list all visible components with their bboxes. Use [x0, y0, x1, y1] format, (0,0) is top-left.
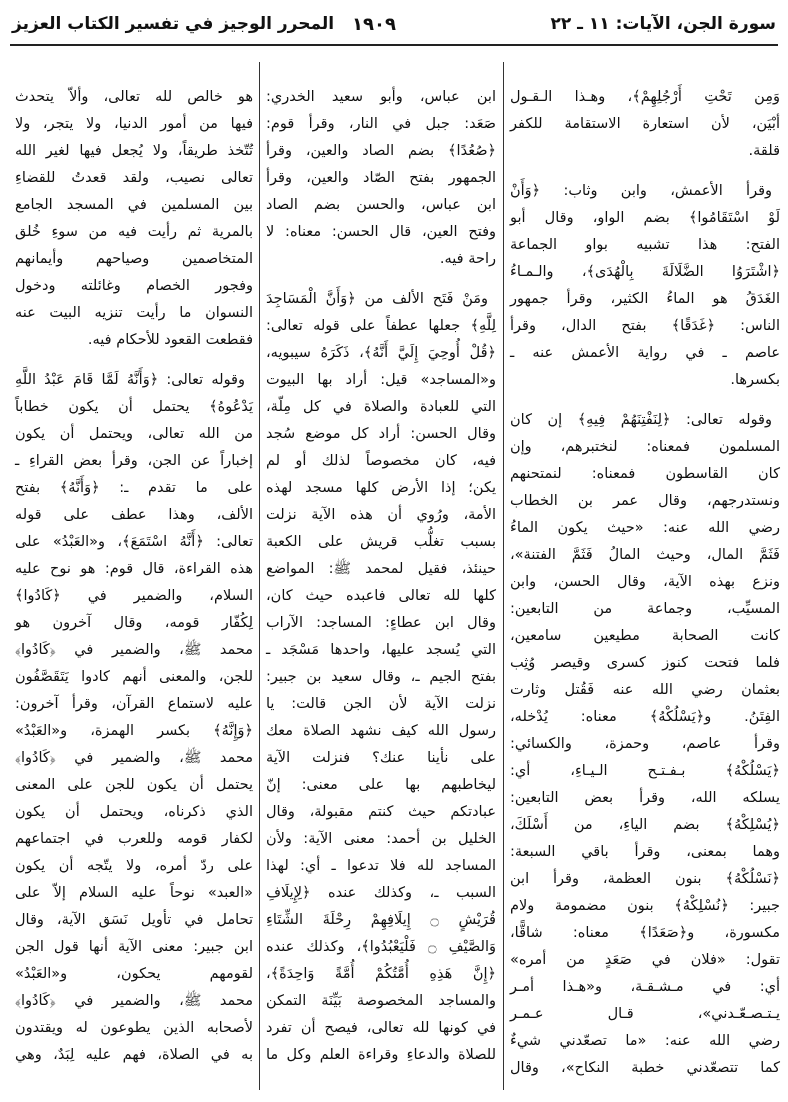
text-line: وقال ابن عطاءٍ: المساجد: الآراب	[266, 615, 496, 631]
text-line: على ردّ أمره، ولا يتّجه أن يكون	[15, 858, 253, 874]
text-line: كلها لله تعالى فاعبده حيث كان،	[266, 588, 496, 604]
text-line: الغَدَقُ هو الماءُ الكثير، وقرأ جمهور	[510, 291, 780, 307]
text-line: ﴿قُلْ أُوحِيَ إِلَيَّ أَنَّهُ﴾، ذَكَرَهُ سيبويه،	[266, 345, 496, 361]
text-line: هو خالص لله تعالى، وألاّ يتحدث	[15, 89, 253, 105]
text-column-middle	[266, 84, 496, 1082]
text-line: بكسرها.	[730, 372, 780, 388]
text-line: تعالى نصيب، ولقد قعدتُ للقضاءِ	[15, 170, 253, 186]
text-line: به في الصلاة، فهم عليه لِبَدٌ، وهي	[15, 1047, 253, 1063]
text-line: فقطعت القعود للأحكام فيه.	[87, 332, 253, 348]
text-line: بالمرية ثم رأيت فيه من سوءِ خُلق	[15, 224, 253, 240]
text-line: بين المسلمين في المسجد الجامع	[15, 197, 253, 213]
text-line: قُرَيْشٍ ۝ إِيلَافِهِمْ رِحْلَةَ الشِّتَاءِ	[266, 912, 496, 928]
text-line: نزلت الآية لأن الجن قالت: يا	[266, 696, 496, 712]
text-line: كما تتصعّدني خطبة النكاح»، وقال	[510, 1060, 780, 1076]
text-line: وقرأ عاصم، وحمزة، والكسائي:	[510, 736, 780, 752]
text-line: محمد ﷺ، والضمير في ﴿كَادُوا﴾	[15, 993, 253, 1009]
text-line: الذي ذكرناه، ويحتمل أن يكون	[15, 804, 253, 820]
text-line: عاصم ـ في رواية الأعمش عنه ـ	[510, 345, 780, 361]
text-line: يـتـصـعّـدني»، قـال عـمـر	[510, 1006, 780, 1022]
text-line: على ما تقدم ـ: ﴿وَأَنَّهُ﴾ بفتح	[15, 480, 253, 496]
text-line: جبير: ﴿نُسْلِكْهُ﴾ بنون مضمومة ولام	[510, 898, 780, 914]
text-line: وهما بمعنى، وقرأ باقي السبعة:	[510, 844, 780, 860]
text-line: تُتّخذ طريقاً، ولا يُجعل فيها لغير الله	[15, 143, 253, 159]
text-line: الأمة، ورُوي أن هذه الآية نزلت	[266, 507, 496, 523]
text-line: والمساجد المخصوصة بَيِّنَة التمكن	[266, 993, 496, 1009]
paragraph	[510, 84, 780, 165]
text-line: التي للعبادة والصلاة في كل مِلّة،	[266, 399, 496, 415]
text-line: عليه لاستماع القرآن، وقرأ آخرون:	[15, 696, 253, 712]
paragraph	[510, 407, 780, 1082]
text-line: ﴿وَإِنَّهُ﴾ بكسر الهمزة، و«العَبْدُ»	[15, 723, 253, 739]
text-line: وفجور الخصام وغائلته ودخول	[15, 278, 253, 294]
text-line: ﴿نَسْلُكْهُ﴾ بنون العظمة، وقرأ ابن	[510, 871, 780, 887]
text-line: السلام، والضمير في ﴿كَادُوا﴾	[15, 588, 253, 604]
text-line: فيها من أمور الدنيا، ولا يتجر، ولا	[15, 116, 253, 132]
text-line: فيه، كان مخصوصاً لذلك أو لم	[266, 453, 496, 469]
text-line: ابن جبير: معنى الآية أنها قول الجن	[15, 939, 253, 955]
text-line: فَثَمَّ المال، وحيث المالُ فَثَمَّ الفتنة»،	[510, 547, 780, 563]
text-line: بسبب تغلُّب قريش على الكعبة	[266, 534, 496, 550]
text-line: وقوله تعالى: ﴿وَأَنَّهُ لَمَّا قَامَ عَبْدُ اللَّهِ	[15, 372, 245, 388]
text-line: وَمِن تَحْتِ أَرْجُلِهِمْ﴾، وهـذا الـقـول	[510, 89, 780, 105]
paragraph	[15, 84, 253, 354]
text-line: الألف، وهذا عطف على قوله	[15, 507, 253, 523]
text-line: المسيِّب، وجماعة من التابعين:	[510, 601, 780, 617]
text-line: للجن، والمعنى أنهم كادوا يَتَقَصَّفُون	[15, 669, 253, 685]
text-line: الناس: ﴿غَدَقًا﴾ بفتح الدال، وقرأ	[510, 318, 780, 334]
text-line: المتخاصمين وصياحهم وأيمانهم	[15, 251, 253, 267]
text-line: ﴿صُعُدًا﴾ بضم الصاد والعين، وقرأ	[266, 143, 496, 159]
text-line: «العبد» نوحاً عليه السلام إلاّ على	[15, 885, 253, 901]
text-line: ﴿يُسْلِكْهُ﴾ بضم الياءِ، من أَسْلَكَ،	[510, 817, 780, 833]
text-line: ابن عباس، وأبو سعيد الخدري:	[266, 89, 496, 105]
text-line: لكفار قومه وللعرب في اجتماعهم	[15, 831, 253, 847]
text-column-right	[510, 84, 780, 1095]
text-line: و«المساجد» قيل: أراد بها البيوت	[266, 372, 496, 388]
text-line: تقول: «فلان في صَعَدٍ من أمره»	[510, 952, 780, 968]
text-line: وَالصَّيْفِ ۝ فَلْيَعْبُدُوا﴾، وكذلك عنده	[266, 939, 496, 955]
text-line: التي يُسجد عليها، واحدها مَسْجَد ـ	[266, 642, 496, 658]
paragraph	[266, 286, 496, 1069]
text-line: على نأينا عنك؟ فنزلت الآية	[266, 750, 496, 766]
text-line: يَدْعُوهُ﴾ يحتمل أن يكون خطاباً	[15, 399, 253, 415]
text-line: يسلكه الله، وقرأ بعض التابعين:	[510, 790, 780, 806]
text-line: الخليل بن أحمد: معنى الآية: ولأن	[266, 831, 496, 847]
text-line: رضي الله عنه: «حيث يكون الماءُ	[510, 520, 780, 536]
text-line: أبْيَن، لأن استعارة الاستقامة للكفر	[510, 116, 780, 132]
paragraph	[510, 178, 780, 394]
text-line: تحامل في تأويل نَسَق الآية، وقال	[15, 912, 253, 928]
text-line: النسوان ما رأيت تنزيه البيت عنه	[15, 305, 253, 321]
text-line: راحة فيه.	[439, 251, 496, 267]
running-header-book-title: المحرر الوجيز في تفسير الكتاب العزيز	[12, 14, 335, 34]
text-line: فلما فتحت كنوز كسرى وقيصر وُثِب	[510, 655, 780, 671]
text-line: ﴿إِنَّ هَذِهِ أُمَّتُكُمْ أُمَّةً وَاحِدَةً﴾،	[266, 966, 496, 982]
text-line: بعثمان رضي الله عنه فَقُتل وثارت	[510, 682, 780, 698]
text-line: قلقة.	[748, 143, 780, 159]
text-line: حينئذ، فقيل لمحمد ﷺ: المواضع	[266, 561, 496, 577]
text-line: مكسورة، و﴿صَعَدًا﴾ معناه: شاقًّا،	[510, 925, 780, 941]
paragraph	[266, 84, 496, 273]
text-line: ونستدرجهم، وقال عمر بن الخطاب	[510, 493, 780, 509]
text-line: المسلمون فمعناه: لنختبرهم، وإن	[510, 439, 780, 455]
text-line: عبادتكم حيث كنتم مقبولة، وقال	[266, 804, 496, 820]
page-number: ١٩٠٩	[352, 14, 396, 35]
text-line: الفِتَنُ. و﴿يَسْلُكْهُ﴾ معناه: يُدْخله،	[510, 709, 780, 725]
text-line: الجمهور بفتح الصّاد والعين، وقرأ	[266, 170, 496, 186]
column-divider	[259, 62, 260, 1090]
text-line: لأصحابه الذين يطوعون له ويقتدون	[15, 1020, 253, 1036]
text-line: وقرأ الأعمش، وابن وثاب: ﴿وَأَنْ	[510, 183, 772, 199]
text-line: السبب ـ، وكذلك عنده ﴿لِإِيلَافِ	[266, 885, 496, 901]
text-line: صَعَد: جبل في النار، وقرأ قوم:	[266, 116, 496, 132]
text-line: محمد ﷺ، والضمير في ﴿كَادُوا﴾	[15, 750, 253, 766]
text-line: ﴿اشْتَرَوُا الضَّلَالَةَ بِالْهُدَى﴾، والـمـاءُ	[510, 264, 780, 280]
text-line: بفتح الجيم ـ، وقال سعيد بن جبير:	[266, 669, 496, 685]
text-line: وفتح العين، قال الحسن: معناه: لا	[266, 224, 496, 240]
text-line: المساجد لله فلا تدعوا ـ أي: لهذا	[266, 858, 496, 874]
text-line: ﴿يَسْلُكْهُ﴾ بـفـتـح الـيـاءِ، أي:	[510, 763, 780, 779]
text-line: إخباراً عن الجن، وقرأ بعض القراءِ ـ	[15, 453, 253, 469]
text-line: كان القاسطون فمعناه: لنمتحنهم	[510, 466, 780, 482]
text-line: يكن؛ إذا الأرض كلها مسجد لهذه	[266, 480, 496, 496]
text-line: ليخاطبهم بها على معنى: إنّ	[266, 777, 496, 793]
paragraph	[15, 367, 253, 1069]
text-line: في كونها لله تعالى، فيصح أن تفرد	[266, 1020, 496, 1036]
text-line: ومَنْ فَتَح الألف من ﴿وَأَنَّ الْمَسَاجِدَ	[266, 291, 488, 307]
text-line: الفتح: هذا تشبيه بواو الجماعة	[510, 237, 780, 253]
text-line: تعالى: ﴿أَنَّهُ اسْتَمَعَ﴾، و«العَبْدُ» على	[15, 534, 253, 550]
text-line: محمد ﷺ، والضمير في ﴿كَادُوا﴾	[15, 642, 253, 658]
running-header-surah: سورة الجن، الآيات: ١١ ـ ٢٢	[550, 14, 776, 34]
text-line: يحتمل أن يكون للجن على المعنى	[15, 777, 253, 793]
text-line: لَوْ اسْتَقَامُوا﴾ بضم الواو، وقال أبو	[510, 210, 780, 226]
text-line: هذه القراءة، قال قوم: هو نوح عليه	[15, 561, 253, 577]
text-line: وقال الحسن: أراد كل موضع سُجد	[266, 426, 496, 442]
text-line: للصلاة والدعاءِ وقراءة العلم وكل ما	[266, 1047, 496, 1063]
text-line: لقومهم يحكون، و«العَبْدُ»	[15, 966, 253, 982]
text-line: وقوله تعالى: ﴿لِنَفْتِنَهُمْ فِيهِ﴾ إن كان	[510, 412, 772, 428]
text-line: لِلَّهِ﴾ جعلها عطفاً على قوله تعالى:	[266, 318, 496, 334]
text-line: لِكُفّار قومه، وقال آخرون هو	[15, 615, 253, 631]
header-rule	[10, 44, 778, 46]
text-line: رضي الله عنه: «ما تصعّدني شيءٌ	[510, 1033, 780, 1049]
text-line: من الله تعالى، ويحتمل أن يكون	[15, 426, 253, 442]
text-line: كانت الصحابة مطيعين سامعين،	[510, 628, 780, 644]
text-line: أي: في مـشـقـة، و«هـذا أمـر	[510, 979, 780, 995]
column-divider	[503, 62, 504, 1090]
text-column-left	[15, 84, 253, 1082]
text-line: رسول الله كيف نشهد الصلاة معك	[266, 723, 496, 739]
text-line: ابن عباس، والحسن بضم الصاد	[266, 197, 496, 213]
text-line: ونزع بهذه الآية، وقال الحسن، وابن	[510, 574, 780, 590]
